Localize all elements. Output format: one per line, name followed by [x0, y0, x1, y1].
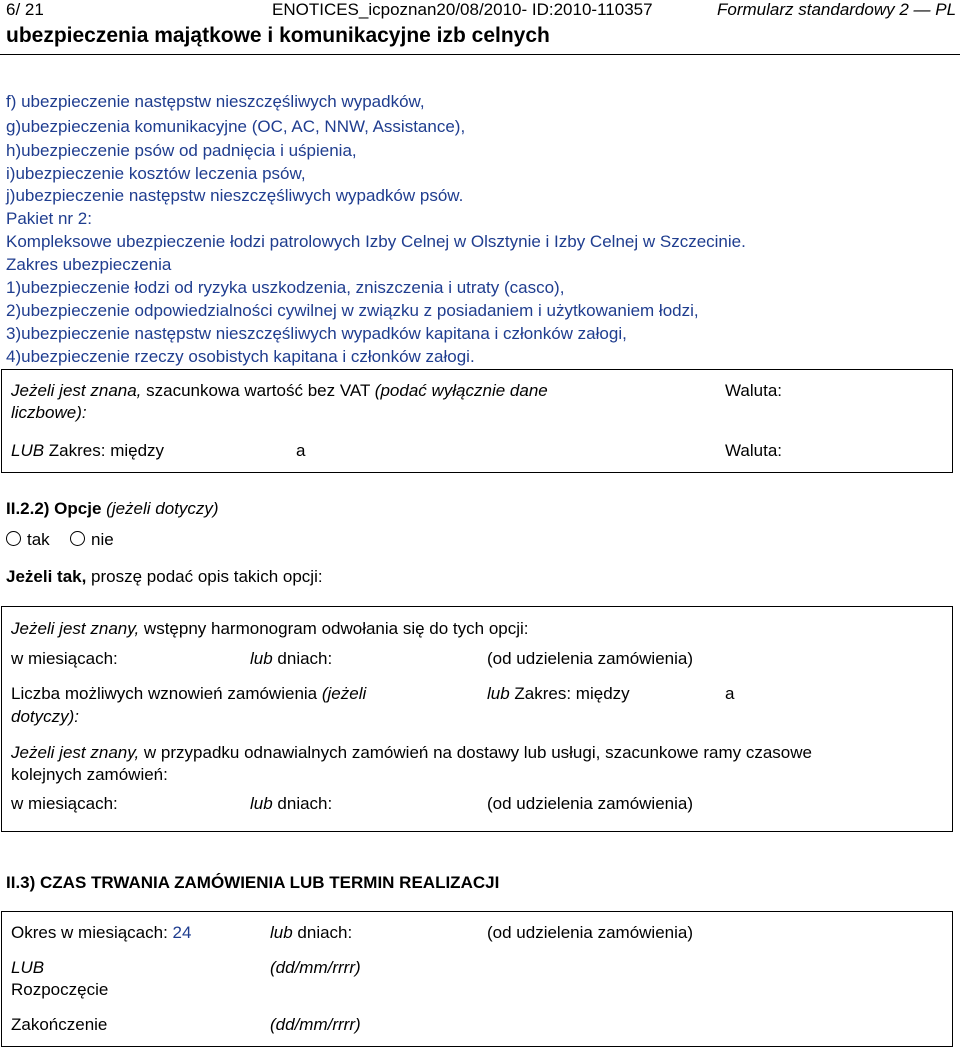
scope-line: i)ubezpieczenie kosztów leczenia psów, [6, 164, 306, 183]
options-heading-bold: II.2.2) Opcje [6, 499, 102, 518]
page-number: 6/ 21 [6, 0, 44, 19]
radio-yes[interactable] [6, 530, 50, 550]
options-details-box [1, 606, 953, 832]
lub-label: lub [270, 923, 293, 942]
range-text: Zakres: między [509, 684, 630, 703]
scope-line: 1)ubezpieczenie łodzi od ryzyka uszkodzenia, zniszczenia i utraty (casco), [6, 278, 565, 297]
renewals-range [487, 684, 630, 704]
renewable-italic: Jeżeli jest znany, [11, 743, 140, 762]
period-label [11, 923, 191, 943]
scope-line: Kompleksowe ubezpieczenie łodzi patrolowych Izby Celnej w Olsztynie i Izby Celnej w Szczecinie. [6, 232, 746, 251]
days-text: dniach: [272, 649, 333, 668]
lub-caps: LUB [11, 958, 45, 977]
options-desc-bold: Jeżeli tak, [6, 567, 87, 586]
from-award-label: (od udzielenia zamówienia) [487, 649, 694, 668]
schedule-label [11, 619, 529, 639]
renewals-text: Liczba możliwych wznowień zamówienia [11, 684, 322, 703]
schedule-italic: Jeżeli jest znany, [11, 619, 140, 638]
scope-line: 4)ubezpieczenie rzeczy osobistych kapitana i członków załogi. [6, 347, 475, 366]
from-award-label: (od udzielenia zamówienia) [487, 923, 694, 942]
days-text: dniach: [292, 923, 353, 942]
options-desc-text: proszę podać opis takich opcji: [86, 567, 323, 586]
known-paren-2: liczbowe): [11, 403, 87, 422]
doc-subtitle: ubezpieczenia majątkowe i komunikacyjne izb celnych [6, 24, 550, 47]
lub-label: LUB [11, 441, 45, 460]
start-label: Rozpoczęcie [11, 980, 109, 999]
days-text: dniach: [272, 794, 333, 813]
scope-line: f) ubezpieczenie następstw nieszczęśliwych wypadków, [6, 92, 425, 111]
form-label: Formularz standardowy 2 — PL [717, 0, 957, 19]
notice-suffix: - ID:2010-110357 [521, 0, 653, 19]
scope-line: 3)ubezpieczenie następstw nieszczęśliwych wypadków kapitana i członków załogi, [6, 324, 627, 343]
known-text: szacunkowa wartość bez VAT [141, 381, 375, 400]
range-label [11, 441, 164, 461]
renewable-text-2: kolejnych zamówień: [11, 765, 168, 784]
options-heading [6, 499, 219, 519]
months-label: w miesiącach: [11, 794, 118, 813]
renewals-italic-2: dotyczy): [11, 707, 80, 726]
period-value: 24 [172, 923, 192, 942]
lub-label: lub [250, 794, 273, 813]
scope-line: h)ubezpieczenie psów od padnięcia i uśpienia, [6, 141, 357, 160]
options-heading-italic: (jeżeli dotyczy) [101, 499, 219, 518]
scope-line: 2)ubezpieczenie odpowiedzialności cywilnej w związku z posiadaniem i użytkowaniem łodzi, [6, 301, 699, 320]
notice-date: 20/08/2010 [436, 0, 522, 19]
currency-label-2: Waluta: [725, 441, 783, 460]
estimated-value-label [11, 381, 548, 401]
radio-yes-label: tak [27, 530, 50, 549]
known-italic: Jeżeli jest znana, [11, 381, 142, 400]
radio-no-label: nie [91, 530, 114, 549]
radio-no[interactable] [70, 530, 114, 550]
end-label: Zakończenie [11, 1015, 108, 1034]
options-desc [6, 567, 323, 587]
currency-label: Waluta: [725, 381, 783, 400]
schedule-text: wstępny harmonogram odwołania się do tych opcji: [139, 619, 529, 638]
known-paren: (podać wyłącznie dane [374, 381, 548, 400]
period-text: Okres w miesiącach: [11, 923, 173, 942]
renewable-label [11, 743, 812, 763]
renewals-label [11, 684, 366, 704]
start-format: (dd/mm/rrrr) [270, 958, 361, 977]
package-title: Pakiet nr 2: [6, 209, 92, 228]
range-a: a [725, 684, 735, 703]
renewals-italic: (jeżeli [321, 684, 367, 703]
months-label: w miesiącach: [11, 649, 118, 668]
duration-heading: II.3) CZAS TRWANIA ZAMÓWIENIA LUB TERMIN REALIZACJI [6, 873, 500, 892]
scope-line: g)ubezpieczenia komunikacyjne (OC, AC, NNW, Assistance), [6, 117, 466, 136]
radio-circle-icon[interactable] [6, 531, 21, 546]
notice-prefix: ENOTICES_icpoznan [272, 0, 437, 19]
range-a: a [296, 441, 306, 460]
header-divider [0, 54, 960, 55]
scope-line: j)ubezpieczenie następstw nieszczęśliwych wypadków psów. [6, 186, 464, 205]
radio-circle-icon[interactable] [70, 531, 85, 546]
range-text: Zakres: między [44, 441, 165, 460]
notice-id [272, 0, 653, 20]
renewable-text: w przypadku odnawialnych zamówień na dostawy lub usługi, szacunkowe ramy czasowe [139, 743, 812, 762]
lub-label: lub [487, 684, 510, 703]
lub-label: lub [250, 649, 273, 668]
days-label [270, 923, 352, 943]
days-label [250, 794, 332, 814]
from-award-label: (od udzielenia zamówienia) [487, 794, 694, 813]
end-format: (dd/mm/rrrr) [270, 1015, 361, 1034]
scope-heading: Zakres ubezpieczenia [6, 255, 172, 274]
days-label [250, 649, 332, 669]
